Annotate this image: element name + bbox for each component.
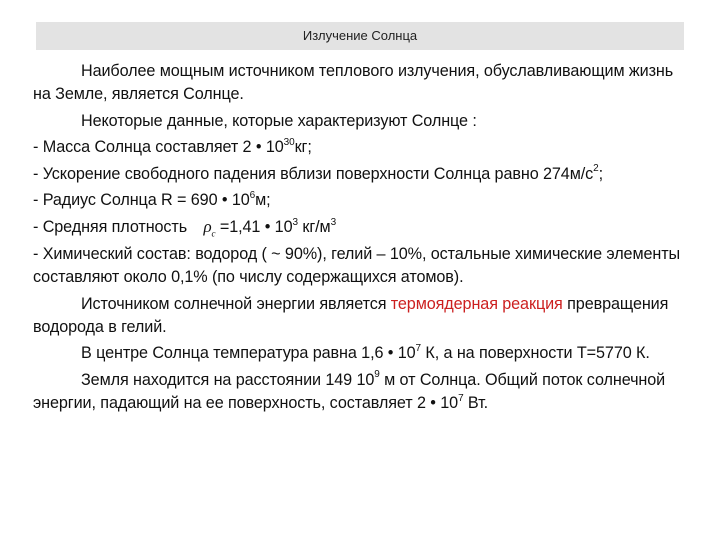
slide-title: Излучение Солнца [36,22,684,50]
density-symbol: $\rho_c$ [203,217,216,239]
intro-paragraph: Наиболее мощным источником теплового излучения, обуславливающим жизнь на Земле, является Солнце. [33,62,674,104]
data-intro-paragraph: Некоторые данные, которые характеризуют Солнце : [81,111,477,130]
gravity-item: - Ускорение свободного падения вблизи поверхности Солнца равно $274м/с^2$; [33,163,604,183]
distance-paragraph: Земля находится на расстоянии 149 $10^9$ м от Солнца. Общий поток солнечной энергии, падающий на ее поверхность, составляет 2 • $10^7$ Вт. [33,369,666,413]
composition-item: - Химический состав: водород ( ~ 90%), гелий – 10%, остальные химические элементы составляют около 0,1% (по числу содержащихся атомов). [33,244,681,287]
thermonuclear-highlight: термоядерная реакция [390,294,563,313]
energy-source-paragraph: Источником солнечной энергии является термоядерная реакция превращения водорода в гелий. [33,294,669,337]
mass-item: - Масса Солнца составляет 2 • $10^{30}кг$; [33,136,312,157]
temperature-paragraph: В центре Солнца температура равна 1,6 • $10^7$ К, а на поверхности Т=5770 К. [81,343,650,363]
radius-item: - Радиус Солнца R = 690 • $10^6м$; [33,189,271,210]
slide-body [33,60,693,419]
density-item: - Средняя плотность $\rho_c =1,41$ • $10^3$ $кг/м^3$ [33,217,337,239]
